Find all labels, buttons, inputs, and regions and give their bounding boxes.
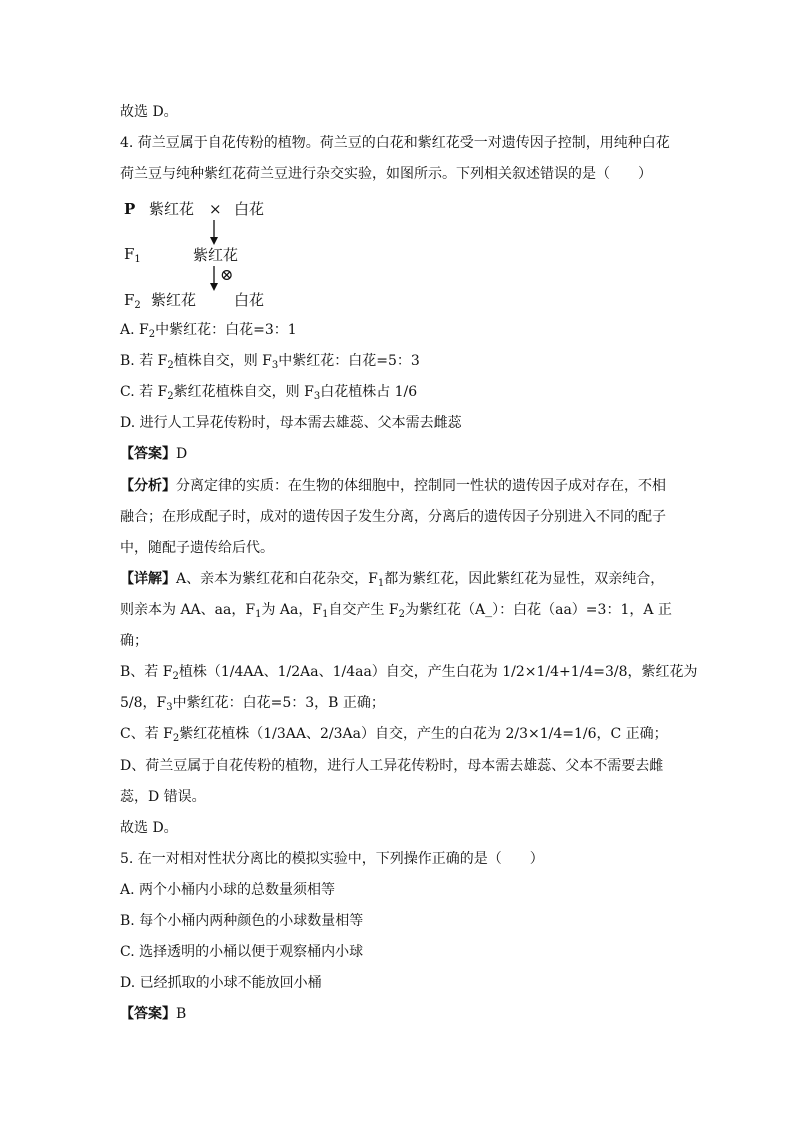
q4-detail-line7: D、荷兰豆属于自花传粉的植物，进行人工异花传粉时，母本需去雄蕊、父本不需要去雌 — [120, 758, 664, 774]
f2-white: 白花 — [234, 291, 265, 309]
q4-analysis-line2: 融合；在形成配子时，成对的遗传因子发生分离，分离后的遗传因子分别进入不同的配子 — [120, 509, 666, 525]
q5-stem: 5. 在一对相对性状分离比的模拟实验中，下列操作正确的是（ ） — [120, 851, 544, 867]
prev-conclusion: 故选 D。 — [120, 104, 178, 120]
q4-option-a: A. $F_2$中紫红花：白花=3：1 — [120, 322, 297, 340]
q4-detail-line2: 则亲本为 AA、aa，$F_1$为 Aa，$F_1$自交产生 $F_2$为紫红花（A_）：白花（aa）=3：1，A 正 — [120, 602, 672, 620]
p-purple: 紫红花 — [149, 200, 195, 218]
q5-option-c: C. 选择透明的小桶以便于观察桶内小球 — [120, 944, 364, 960]
arrow-down-icon — [208, 266, 220, 292]
q5-option-b: B. 每个小桶内两种颜色的小球数量相等 — [120, 913, 364, 929]
arrow-down-icon — [208, 220, 220, 246]
cross-sign: × — [209, 200, 222, 218]
p-white: 白花 — [234, 200, 265, 218]
q4-analysis: 【分析】分离定律的实质：在生物的体细胞中，控制同一性状的遗传因子成对存在，不相 — [120, 478, 666, 494]
f1-label: $F_1$ — [124, 245, 141, 265]
q4-detail-line5: 5/8，$F_3$中紫红花：白花=5：3，B 正确； — [120, 695, 385, 713]
q4-stem-line2: 荷兰豆与纯种紫红花荷兰豆进行杂交实验，如图所示。下列相关叙述错误的是（ ） — [120, 166, 652, 182]
selfing-symbol: ⊗ — [220, 265, 234, 284]
f2-label: $F_2$ — [124, 291, 141, 311]
q4-answer: 【答案】D — [120, 446, 188, 462]
q4-conclusion: 故选 D。 — [120, 820, 178, 836]
q4-analysis-line3: 中，随配子遗传给后代。 — [120, 540, 274, 556]
q5-option-d: D. 已经抓取的小球不能放回小桶 — [120, 975, 322, 991]
f1-flower: 紫红花 — [193, 246, 239, 264]
q4-option-b: B. 若 $F_2$植株自交，则 $F_3$中紫红花：白花=5：3 — [120, 353, 420, 371]
q4-detail-line6: C、若 $F_2$紫红花植株（1/3AA、2/3Aa）自交，产生的白花为 2/3×1/4=1/6，C 正确； — [120, 726, 668, 744]
q4-option-c: C. 若 $F_2$紫红花植株自交，则 $F_3$白花植株占 1/6 — [120, 384, 418, 402]
f2-purple: 紫红花 — [151, 291, 197, 309]
q4-detail-line1: 【详解】A、亲本为紫红花和白花杂交，$F_1$都为紫红花，因此紫红花为显性，双亲纯合， — [120, 571, 665, 589]
q4-detail-line8: 蕊，D 错误。 — [120, 789, 206, 805]
q4-option-d: D. 进行人工异花传粉时，母本需去雄蕊、父本需去雌蕊 — [120, 415, 462, 431]
q5-answer: 【答案】B — [120, 1006, 187, 1022]
q4-stem-line1: 4. 荷兰豆属于自花传粉的植物。荷兰豆的白花和紫红花受一对遗传因子控制，用纯种白花 — [120, 135, 670, 151]
q4-detail-line4: B、若 $F_2$植株（1/4AA、1/2Aa、1/4aa）自交，产生白花为 1/2×1/4+1/4=3/8，紫红花为 — [120, 664, 698, 682]
q4-detail-line3: 确； — [120, 633, 148, 649]
q5-option-a: A. 两个小桶内小球的总数量须相等 — [120, 882, 336, 898]
p-label: P — [124, 200, 136, 218]
